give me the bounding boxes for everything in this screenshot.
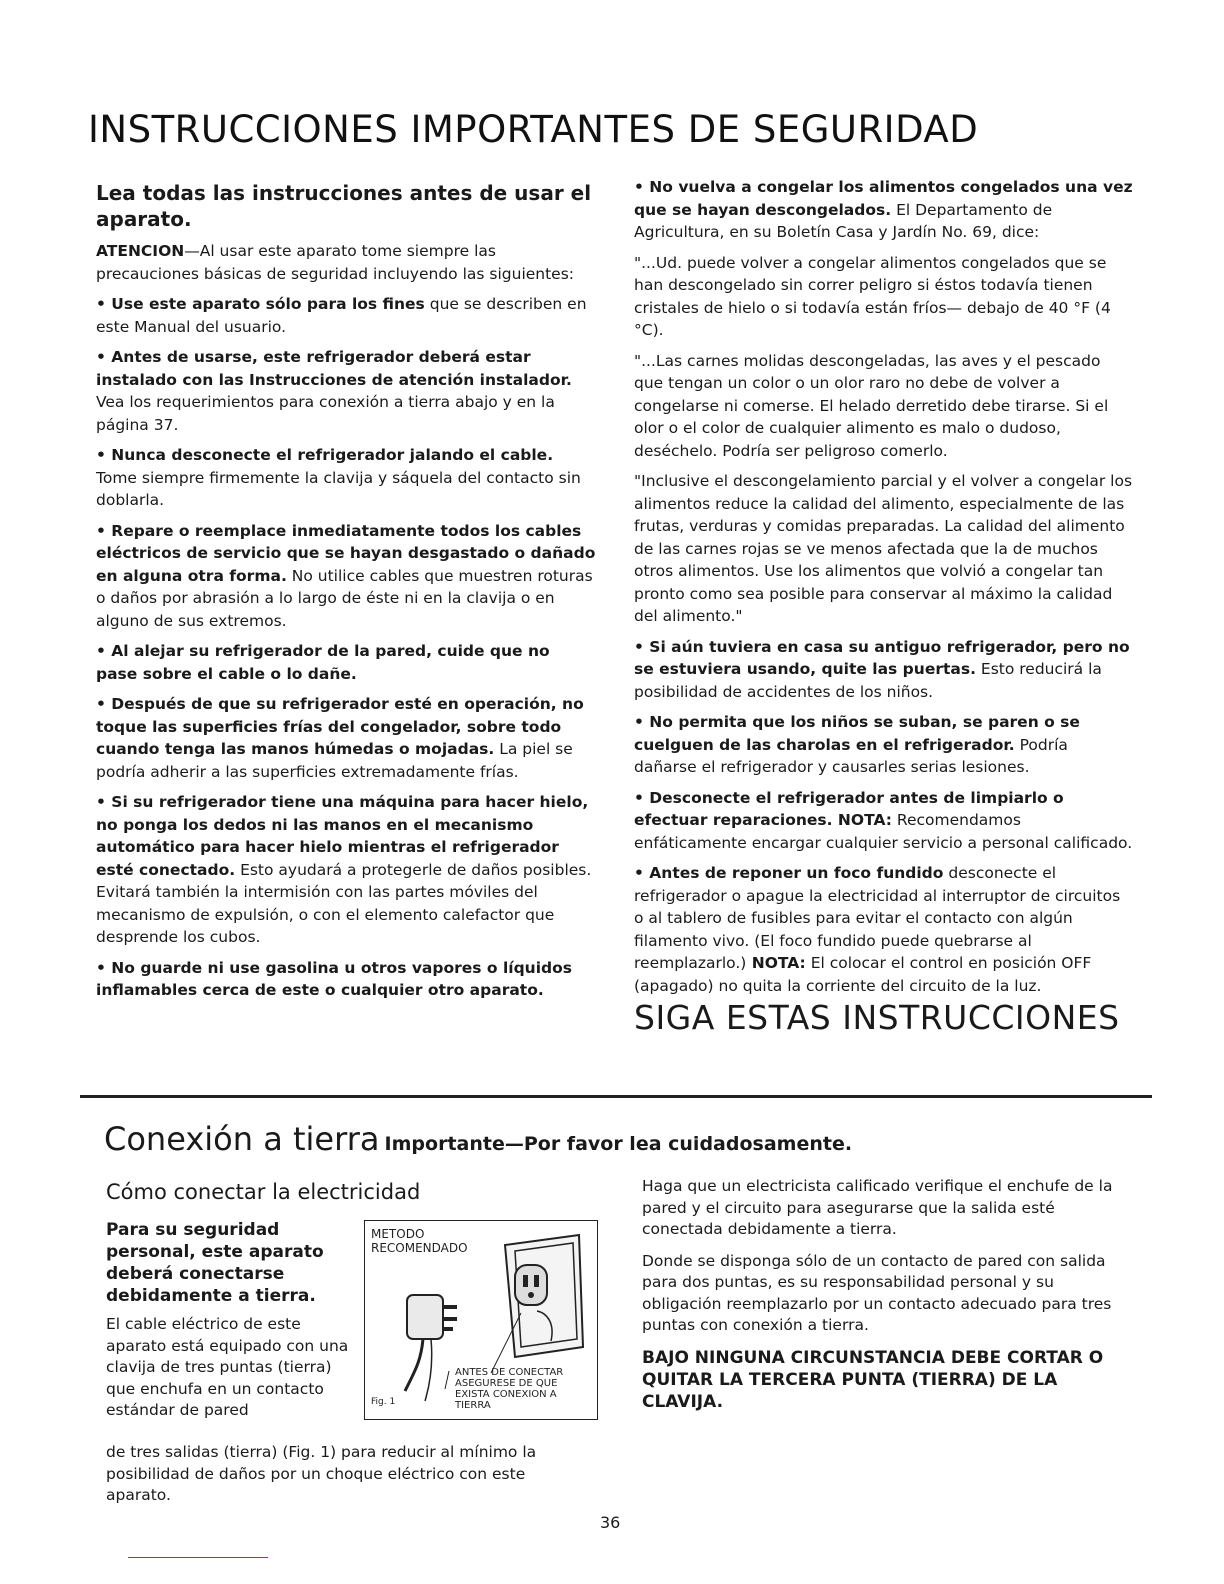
grounding-title: Conexión a tierra — [104, 1120, 380, 1158]
left-column — [96, 180, 596, 1010]
item-text: desconecte el refrigerador o apague la electricidad al interruptor de circuitos o al tablero de fusibles para evitar el contacto con algún filamento vivo. (El foco fundido puede quebrarse al reemplazarlo.) — [634, 864, 1121, 972]
item-bold: • Use este aparato sólo para los fines — [96, 295, 425, 313]
list-item — [96, 444, 596, 512]
item-text: que se describen en este Manual del usuario. — [96, 295, 587, 336]
item-bold: • No permita que los niños se suban, se paren o se cuelguen de las charolas en el refrigerador. — [634, 713, 1080, 754]
list-item — [96, 957, 596, 1002]
grounding-subtitle: Importante—Por favor lea cuidadosamente. — [384, 1133, 853, 1155]
atencion-text: —Al usar este aparato tome siempre las precauciones básicas de seguridad incluyendo las siguientes: — [96, 242, 575, 283]
footer-line — [128, 1557, 268, 1558]
item-bold: • No vuelva a congelar los alimentos congelados una vez que se hayan descongelados. — [634, 178, 1133, 219]
quote-paragraph: "Inclusive el descongelamiento parcial y el volver a congelar los alimentos reduce la calidad del alimento, especialmente de las frutas, verduras y comidas preparadas. La calidad del alimento de las carnes rojas se ve menos afectada que la de muchos otros alimentos. Use los alimentos que volvió a congelar tan pronto como sea posible para conservar al máximo la calidad del alimento." — [634, 472, 1133, 625]
nota-label: NOTA: — [746, 954, 806, 972]
grounding-heading — [104, 1120, 852, 1158]
item-text: Tome siempre firmemente la clavija y sáquela del contacto sin doblarla. — [96, 468, 581, 509]
page-title: INSTRUCCIONES IMPORTANTES DE SEGURIDAD — [88, 108, 979, 151]
atencion-paragraph — [96, 240, 596, 285]
item-bold: • Después de que su refrigerador esté en operación, no toque las superficies frías del congelador, sobre todo cuando tenga las manos húmedas o mojadas. — [96, 695, 584, 758]
item-bold: • Nunca desconecte el refrigerador jalando el cable. — [96, 446, 554, 464]
grounding-right-column — [642, 1176, 1132, 1423]
item-bold: • Si su refrigerador tiene una máquina para hacer hielo, no ponga los dedos ni las manos en el mecanismo automático para hacer hielo mientras el refrigerador esté conectado. — [96, 793, 589, 879]
list-item — [96, 293, 596, 338]
item-text: Vea los requerimientos para conexión a tierra abajo y en la página 37. — [96, 393, 555, 434]
connect-subheading: Cómo conectar la electricidad — [106, 1180, 421, 1204]
list-item — [96, 693, 596, 783]
two-prong-paragraph: Donde se disponga sólo de un contacto de pared con salida para dos puntas, es su responsabilidad personal y su obligación reemplazarlo por un contacto adecuado para tres puntas con conexión a tierra. — [642, 1251, 1112, 1334]
list-item — [634, 711, 1134, 779]
cable-description-tail: de tres salidas (tierra) (Fig. 1) para reducir al mínimo la posibilidad de daños por un choque eléctrico con este aparato. — [106, 1443, 537, 1504]
item-bold: • Antes de reponer un foco fundido — [634, 864, 944, 882]
quote-paragraph: "...Las carnes molidas descongeladas, las aves y el pescado que tengan un color o un olor raro no debe de volver a congelarse ni comerse. El helado derretido debe tirarse. Si el olor o el color de cualquier alimento es malo o dudoso, deséchelo. Podría ser peligroso comerlo. — [634, 351, 1109, 460]
item-text: Podría dañarse el refrigerador y causarles serias lesiones. — [634, 735, 1068, 776]
figure-label: METODO RECOMENDADO — [371, 1227, 468, 1255]
list-item — [96, 640, 596, 685]
item-bold: • Desconecte el refrigerador antes de limpiarlo o efectuar reparaciones. NOTA: — [634, 788, 1064, 829]
section-divider — [80, 1095, 1152, 1098]
list-item — [96, 346, 596, 436]
item-bold: • No guarde ni use gasolina u otros vapores o líquidos inflamables cerca de este o cualquier otro aparato. — [96, 958, 572, 999]
right-column — [634, 176, 1134, 1037]
atencion-label: ATENCION — [96, 242, 185, 260]
item-text: Esto ayudará a protegerle de daños posibles. Evitará también la intermisión con las partes móviles del mecanismo de expulsión, o con el elemento calefactor que desprende los cubos. — [96, 860, 592, 946]
list-item — [634, 862, 1134, 997]
item-text: El Departamento de Agricultura, en su Boletín Casa y Jardín No. 69, dice: — [634, 200, 1053, 241]
page-number: 36 — [600, 1513, 621, 1532]
list-item — [96, 520, 596, 633]
grounding-figure — [364, 1220, 598, 1420]
figure-number: Fig. 1 — [371, 1397, 396, 1407]
electrician-paragraph: Haga que un electricista calificado verifique el enchufe de la pared y el circuito para asegurarse que la salida esté conectada debidamente a tierra. — [642, 1177, 1113, 1238]
item-text: Esto reducirá la posibilidad de accidentes de los niños. — [634, 660, 1102, 701]
item-text: El colocar el control en posición OFF (apagado) no quita la corriente del circuito de la luz. — [634, 954, 1092, 995]
list-item — [634, 787, 1134, 855]
list-item — [634, 176, 1134, 244]
item-bold: • Antes de usarse, este refrigerador deberá estar instalado con las Instrucciones de atención instalador. — [96, 348, 572, 389]
item-text: No utilice cables que muestren roturas o daños por abrasión a lo largo de éste ni en la clavija o en alguno de sus extremos. — [96, 566, 593, 630]
list-item — [634, 636, 1134, 704]
item-bold: • Al alejar su refrigerador de la pared, cuide que no pase sobre el cable o lo dañe. — [96, 642, 550, 683]
lead-text: Lea todas las instrucciones antes de usar el aparato. — [96, 181, 592, 231]
quote-paragraph: "...Ud. puede volver a congelar alimentos congelados que se han descongelado sin correr peligro si éstos todavía tienen cristales de hielo o si todavía están fríos— debajo de 40 °F (4 °C). — [634, 253, 1111, 339]
warning-text: BAJO NINGUNA CIRCUNSTANCIA DEBE CORTAR O QUITAR LA TERCERA PUNTA (TIERRA) DE LA CLAVIJA. — [642, 1347, 1104, 1412]
item-text: La piel se podría adherir a las superficies extremadamente frías. — [96, 740, 573, 781]
safety-statement: Para su seguridad personal, este aparato deberá conectarse debidamente a tierra. — [106, 1220, 324, 1306]
list-item — [96, 791, 596, 949]
item-bold: • Si aún tuviera en casa su antiguo refrigerador, pero no se estuviera usando, quite las puertas. — [634, 637, 1130, 678]
item-bold: • Repare o reemplace inmediatamente todos los cables eléctricos de servicio que se hayan desgastado o dañado en alguna otra forma. — [96, 521, 596, 585]
figure-note: ANTES DE CONECTAR ASEGURESE DE QUE EXISTA CONEXION A TIERRA — [455, 1367, 564, 1411]
item-text: Recomendamos enfáticamente encargar cualquier servicio a personal calificado. — [634, 811, 1133, 852]
follow-instructions-heading: SIGA ESTAS INSTRUCCIONES — [634, 998, 1120, 1037]
cable-description: El cable eléctrico de este aparato está equipado con una clavija de tres puntas (tierra) que enchufa en un contacto estándar de pared — [106, 1315, 349, 1419]
